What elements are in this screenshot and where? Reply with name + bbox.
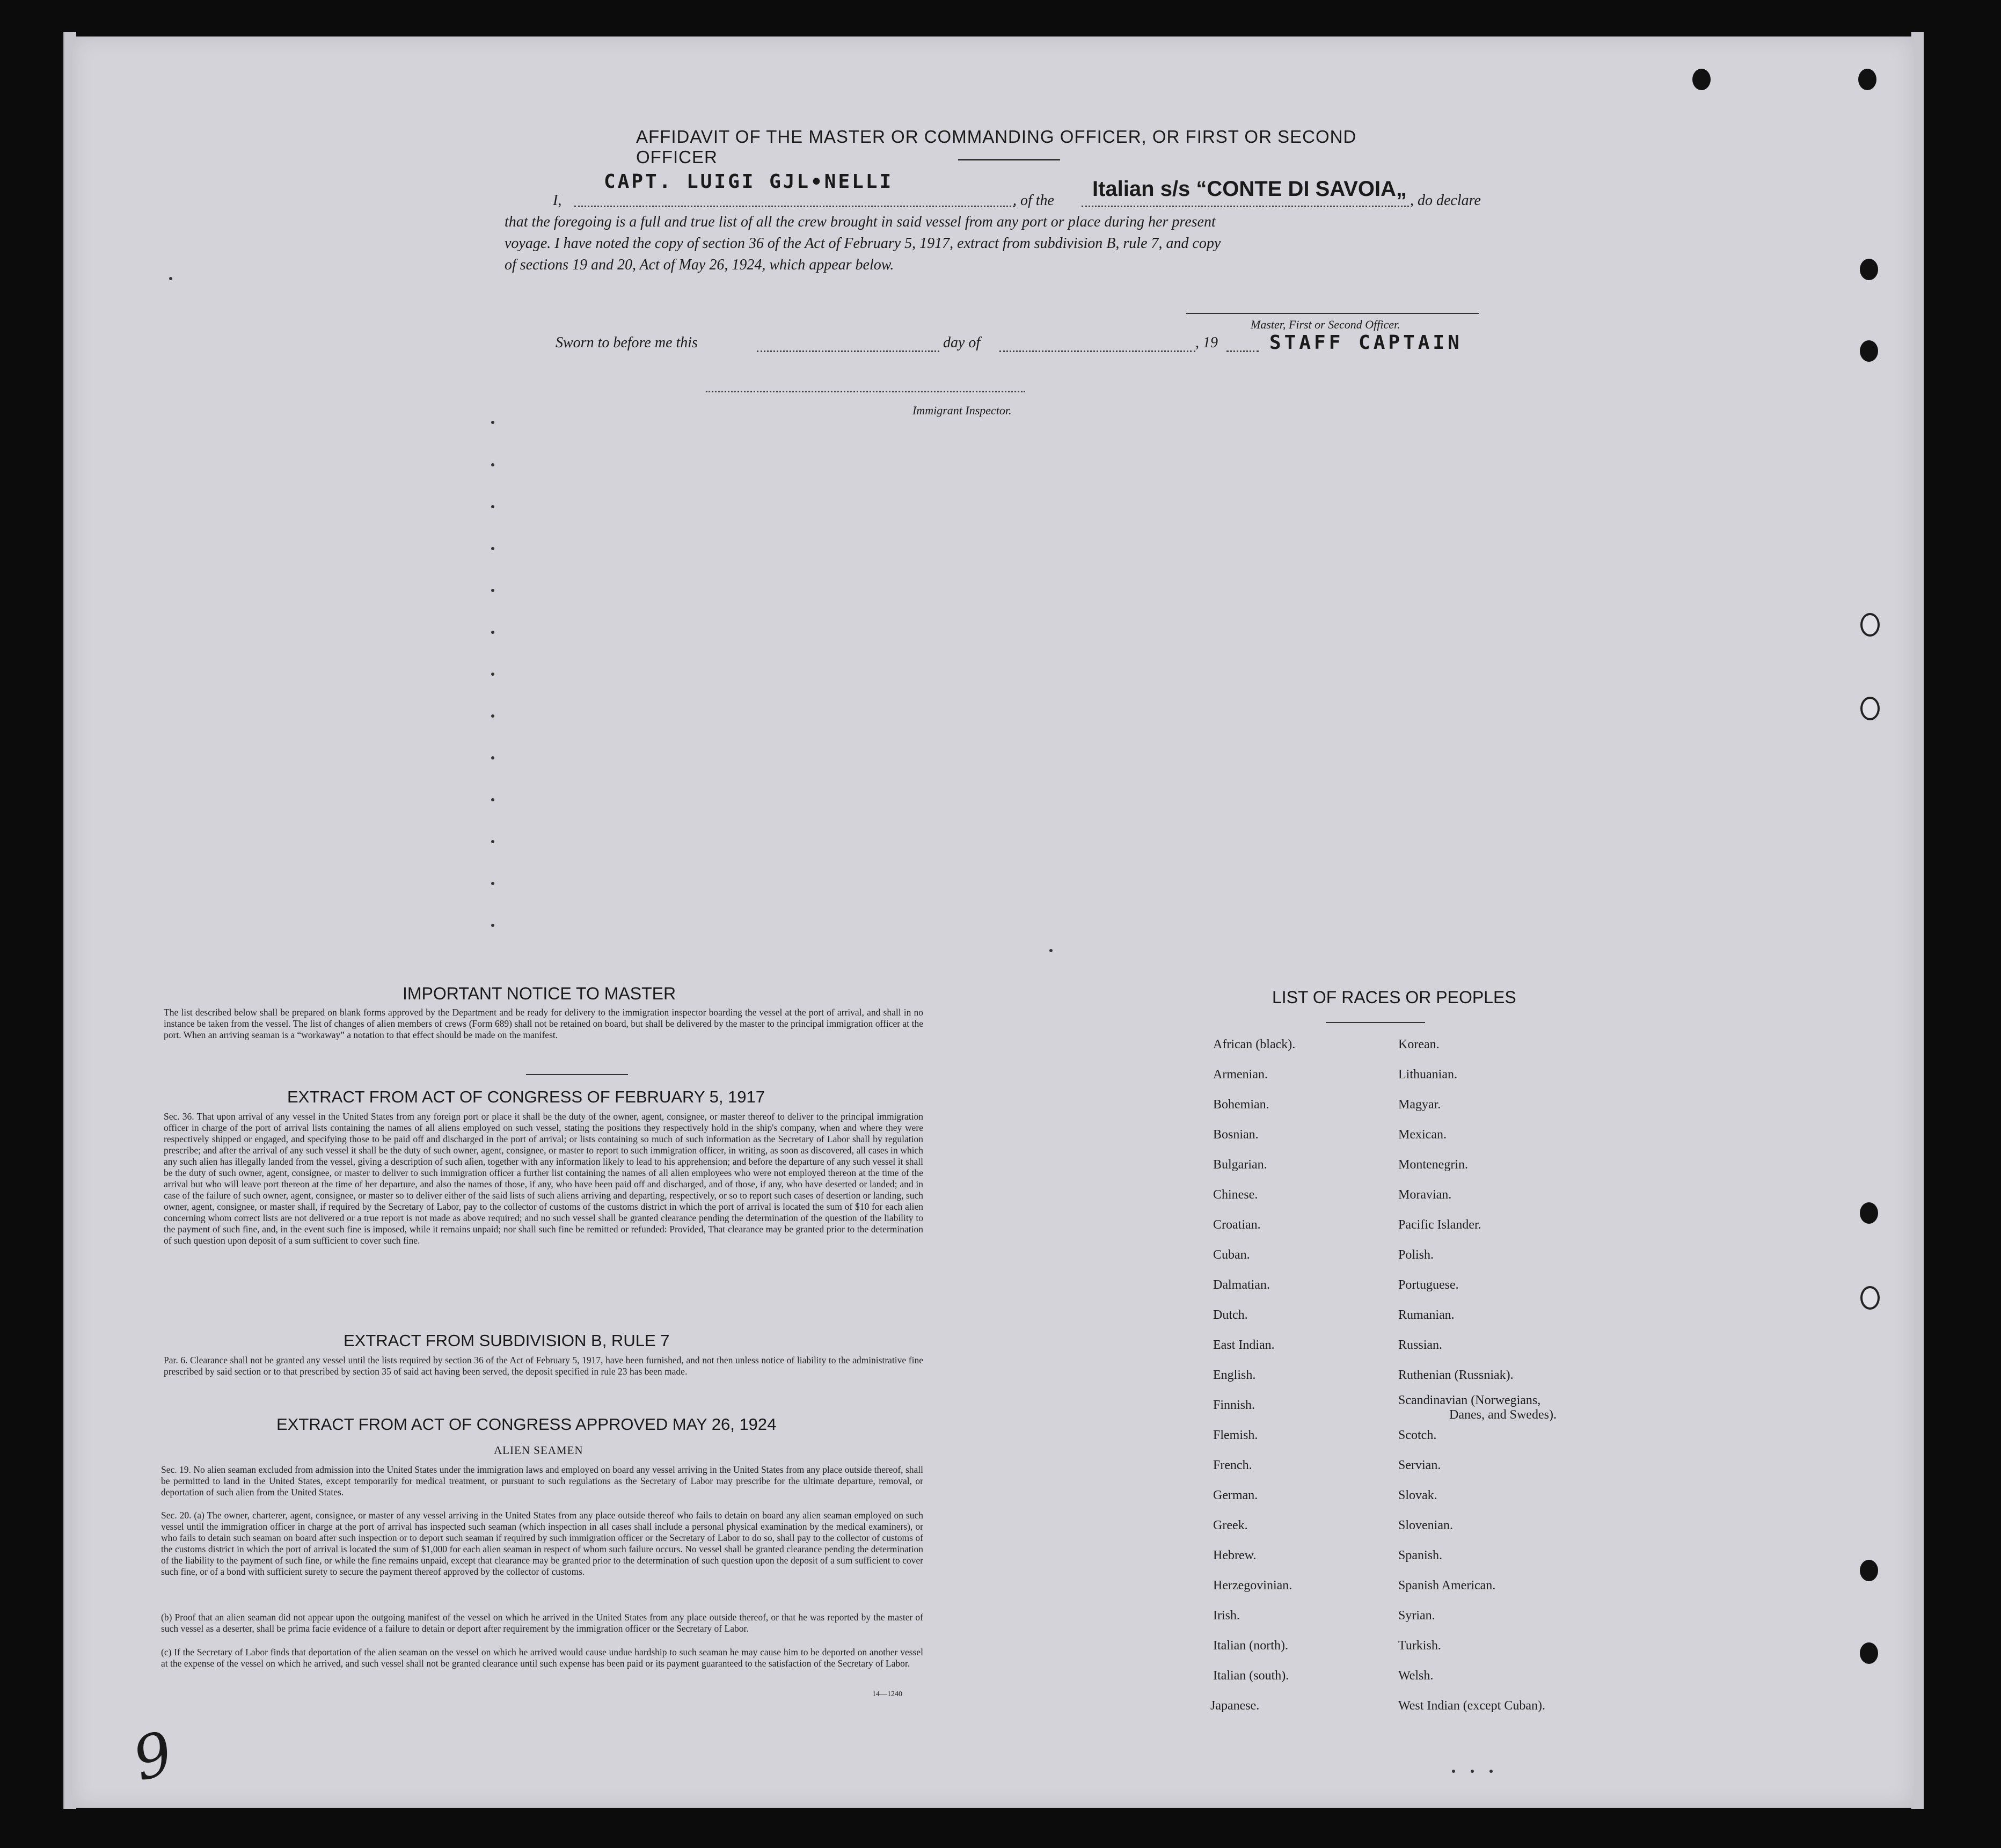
race-item: Magyar.	[1398, 1098, 1441, 1112]
margin-dot	[491, 631, 494, 634]
race-item: African (black).	[1213, 1038, 1296, 1051]
sworn-month-line	[999, 350, 1195, 352]
document-page	[72, 36, 1914, 1808]
notice-rule	[526, 1074, 628, 1075]
race-item: Moravian.	[1398, 1188, 1452, 1202]
handwritten-page-mark: 9	[126, 1718, 180, 1794]
extract-1924-heading: EXTRACT FROM ACT OF CONGRESS APPROVED MAY 26, 1924	[276, 1415, 777, 1434]
race-item: Syrian.	[1398, 1609, 1435, 1623]
margin-dot	[1489, 1770, 1493, 1773]
race-item: Ruthenian (Russniak).	[1398, 1368, 1514, 1382]
officer-name-line	[574, 206, 1014, 207]
race-item: Italian (north).	[1213, 1639, 1288, 1653]
officer-title-stamp: STAFF CAPTAIN	[1269, 332, 1463, 354]
margin-dot	[491, 421, 494, 424]
affidavit-heading-rule	[958, 159, 1060, 160]
race-item: Scotch.	[1398, 1428, 1437, 1442]
margin-dot	[1471, 1770, 1474, 1773]
sworn-label: Sworn to before me this	[556, 334, 698, 351]
race-item: Danes, and Swedes).	[1449, 1408, 1557, 1422]
margin-dot	[491, 924, 494, 927]
race-item: Russian.	[1398, 1338, 1443, 1352]
binder-hole-icon	[1860, 340, 1878, 362]
race-item: Spanish.	[1398, 1548, 1443, 1562]
margin-dot	[491, 463, 494, 466]
race-item: German.	[1213, 1488, 1258, 1502]
race-item: Mexican.	[1398, 1128, 1447, 1142]
binder-hole-icon	[1860, 1560, 1878, 1581]
race-item: East Indian.	[1213, 1338, 1275, 1352]
race-item: Armenian.	[1213, 1068, 1268, 1082]
race-item: Bohemian.	[1213, 1098, 1269, 1112]
race-item: French.	[1213, 1458, 1252, 1472]
master-signature-line	[1186, 313, 1479, 314]
year-label: , 19	[1195, 334, 1218, 351]
alien-seamen-subheading: ALIEN SEAMEN	[494, 1444, 583, 1457]
bleed-through-text	[1511, 418, 1520, 434]
race-item: Dutch.	[1213, 1308, 1248, 1322]
race-item: Rumanian.	[1398, 1308, 1455, 1322]
day-of-label: day of	[943, 334, 981, 351]
margin-dot	[491, 547, 494, 550]
race-item: Portuguese.	[1398, 1278, 1459, 1292]
master-caption: Master, First or Second Officer.	[1251, 318, 1400, 331]
race-item: Bosnian.	[1213, 1128, 1259, 1142]
extract-1924-sec19: Sec. 19. No alien seaman excluded from admission into the United States under the immigration laws and employed on board any vessel arriving in the United States from any place outside thereof, shall be permitted to land in the United States, except temporarily for medical treatment, or pursuant to such regulations as the Secretary of Labor may prescribe for the ultimate departure, removal, or deportation of such alien from the United States.	[161, 1464, 923, 1498]
notice-heading: IMPORTANT NOTICE TO MASTER	[403, 984, 676, 1003]
race-item: Lithuanian.	[1398, 1068, 1457, 1082]
race-item: Polish.	[1398, 1248, 1434, 1262]
extract-1917-heading: EXTRACT FROM ACT OF CONGRESS OF FEBRUARY 5, 1917	[287, 1087, 765, 1106]
margin-dot	[491, 714, 494, 718]
extract-1917-body: Sec. 36. That upon arrival of any vessel in the United States from any foreign port or place it shall be the duty of the owner, agent, consignee, or master thereof to deliver to the principal immigration officer in charge of the port of arrival lists containing the names of all aliens employed on such vessel, stating the positions they respectively hold in the ship's company, when and where they were respectively shipped or engaged, and specifying those to be paid off and discharged in the port of arrival; or lists containing so much of such information as the Secretary of Labor shall by regulation prescribe; and after the arrival of any such vessel it shall be the duty of such owner, agent, consignee, or master to report to such immigration officer, in writing, as soon as discovered, all cases in which any such alien has illegally landed from the vessel, giving a description of such alien, together with any information likely to lead to his apprehension; and before the departure of any such vessel it shall be the duty of such owner, agent, consignee, or master to deliver to such immigration officer a further list containing the names of all alien employees who were not employed thereon at the time of the arrival but who will leave port thereon at the time of her departure, and also the names of those, if any, who have been paid off and discharged, and of those, if any, who have deserted or landed; and in case of the failure of such owner, agent, consignee, or master so to deliver either of the said lists of such aliens arriving and departing, respectively, or so to report such cases of desertion or landing, such owner, agent, consignee, or master shall, if required by the Secretary of Labor, pay to the collector of customs of the customs district in which the port of arrival is located the sum of $10 for each alien concerning whom correct lists are not delivered or a true report is not made as above required; and no such vessel shall be granted clearance pending the determination of the question of the liability to the payment of such fine, and, in the event such fine is imposed, while it remains unpaid; nor shall such fine be remitted or refunded: Provided, That clearance may be granted prior to the determination of such question upon deposit of a sum sufficient to cover such fine.	[164, 1111, 923, 1246]
sworn-year-line	[1226, 350, 1259, 352]
officer-name-stamp: CAPT. LUIGI GJL∙NELLI	[604, 171, 894, 193]
race-item: Flemish.	[1213, 1428, 1258, 1442]
binder-hole-icon	[1860, 1642, 1878, 1664]
binder-hole-icon	[1858, 69, 1876, 90]
margin-dot	[491, 505, 494, 508]
extract-1924-sec20c: (c) If the Secretary of Labor finds that deportation of the alien seaman on the vessel on which he arrived would cause undue hardship to such seaman he may cause him to be deported on another vessel at the expense of the vessel on which he arrived, and such vessel shall not be granted clearance until such expense has been paid or its payment guaranteed to the satisfaction of the Secretary of Labor.	[161, 1647, 923, 1669]
binder-hole-icon	[1860, 1202, 1878, 1224]
notice-body: The list described below shall be prepared on blank forms approved by the Department and be ready for delivery to the immigration inspector boarding the vessel at the port of arrival, and shall in no instance be taken from the vessel. The list of changes of alien members of crews (Form 689) shall not be retained on board, but shall be delivered by the master to the principal immigration officer at the port. When an arriving seaman is a “workaway” a notation to that effect should be made on the manifest.	[164, 1007, 923, 1040]
affidavit-line-2: that the foregoing is a full and true list of all the crew brought in said vessel from any port or place during her present	[505, 214, 1216, 230]
vessel-name-line	[1082, 206, 1409, 207]
sworn-day-line	[757, 350, 939, 352]
race-item: Herzegovinian.	[1213, 1579, 1292, 1593]
race-item: Irish.	[1213, 1609, 1240, 1623]
race-item: Scandinavian (Norwegians,	[1398, 1393, 1541, 1407]
race-item: Croatian.	[1213, 1218, 1261, 1232]
affidavit-line-3: voyage. I have noted the copy of section 36 of the Act of February 5, 1917, extract from subdivision B, rule 7, and copy	[505, 235, 1221, 252]
race-item: Italian (south).	[1213, 1669, 1289, 1683]
race-item: Dalmatian.	[1213, 1278, 1270, 1292]
binder-hole-icon	[1860, 259, 1878, 280]
race-item: West Indian (except Cuban).	[1398, 1699, 1545, 1713]
form-number: 14—1240	[872, 1690, 902, 1698]
inspector-signature-line	[706, 391, 1025, 392]
race-item: Spanish American.	[1398, 1579, 1496, 1593]
affidavit-i-label: I,	[553, 192, 562, 209]
race-item: Montenegrin.	[1398, 1158, 1468, 1172]
margin-dot	[491, 882, 494, 885]
race-item: Chinese.	[1213, 1188, 1258, 1202]
race-item: Slovenian.	[1398, 1518, 1453, 1532]
race-item: Cuban.	[1213, 1248, 1250, 1262]
race-item: English.	[1213, 1368, 1256, 1382]
race-item: Welsh.	[1398, 1669, 1434, 1683]
race-item: Servian.	[1398, 1458, 1441, 1472]
race-item: Greek.	[1213, 1518, 1248, 1532]
races-heading-rule	[1326, 1022, 1425, 1023]
do-declare-label: , do declare	[1410, 192, 1481, 209]
binder-hole-icon	[1860, 1286, 1880, 1310]
margin-dot	[1049, 949, 1053, 952]
race-item: Pacific Islander.	[1398, 1218, 1481, 1232]
extract-1924-sec20a: Sec. 20. (a) The owner, charterer, agent, consignee, or master of any vessel arriving in the United States from any place outside thereof who fails to detain on board any alien seaman employed on such vessel until the immigration officer in charge at the port of arrival has inspected such seaman (which inspection in all cases shall include a personal physical examination by the medical examiners), or who fails to detain such seaman on board after such inspection or to deport such seaman if required by such immigration officer or the Secretary of Labor to do so, shall pay to the collector of customs of the customs district in which the port of arrival is located the sum of $1,000 for each alien seaman in respect of whom such failure occurs. No vessel shall be granted clearance pending the determination of the liability to the payment of such fine, or while the fine remains unpaid, except that clearance may be granted prior to the determination of such question upon the deposit of a sum sufficient to cover such fine, or of a bond with sufficient surety to secure the payment thereof approved by the collector of customs.	[161, 1510, 923, 1577]
margin-dot	[491, 798, 494, 801]
rule7-body: Par. 6. Clearance shall not be granted any vessel until the lists required by section 36 of the Act of February 5, 1917, have been furnished, and not then unless notice of liability to the administrative fine prescribed by said section or to that prescribed by section 35 of said act having been served, the deposit specified in rule 23 has been made.	[164, 1355, 923, 1377]
race-item: Japanese.	[1210, 1699, 1260, 1713]
margin-dot	[491, 840, 494, 843]
vessel-name-stamp: Italian s/s “CONTE DI SAVOIA„	[1092, 177, 1407, 201]
margin-dot	[491, 673, 494, 676]
race-item: Turkish.	[1398, 1639, 1441, 1653]
binder-hole-icon	[1860, 613, 1880, 637]
margin-dot	[491, 589, 494, 592]
affidavit-heading: AFFIDAVIT OF THE MASTER OR COMMANDING OFFICER, OR FIRST OR SECOND OFFICER	[636, 127, 1357, 167]
of-the-label: , of the	[1013, 192, 1054, 209]
margin-dot	[169, 277, 172, 280]
extract-1924-sec20b: (b) Proof that an alien seaman did not appear upon the outgoing manifest of the vessel on which he arrived in the United States from any place outside thereof, or that he was reported by the master of such vessel as a deserter, shall be prima facie evidence of a failure to detain or deport after requirement by the immigration officer or the Secretary of Labor.	[161, 1612, 923, 1634]
races-heading: LIST OF RACES OR PEOPLES	[1272, 988, 1516, 1007]
race-item: Bulgarian.	[1213, 1158, 1267, 1172]
binder-hole-icon	[1860, 697, 1880, 720]
race-item: Hebrew.	[1213, 1548, 1257, 1562]
race-item: Finnish.	[1213, 1398, 1255, 1412]
rule7-heading: EXTRACT FROM SUBDIVISION B, RULE 7	[344, 1331, 670, 1350]
race-item: Korean.	[1398, 1038, 1440, 1051]
race-item: Slovak.	[1398, 1488, 1437, 1502]
binder-hole-icon	[1692, 69, 1711, 90]
inspector-caption: Immigrant Inspector.	[912, 404, 1012, 417]
margin-dot	[491, 756, 494, 759]
affidavit-line-4: of sections 19 and 20, Act of May 26, 1924, which appear below.	[505, 257, 894, 273]
margin-dot	[1452, 1770, 1455, 1773]
